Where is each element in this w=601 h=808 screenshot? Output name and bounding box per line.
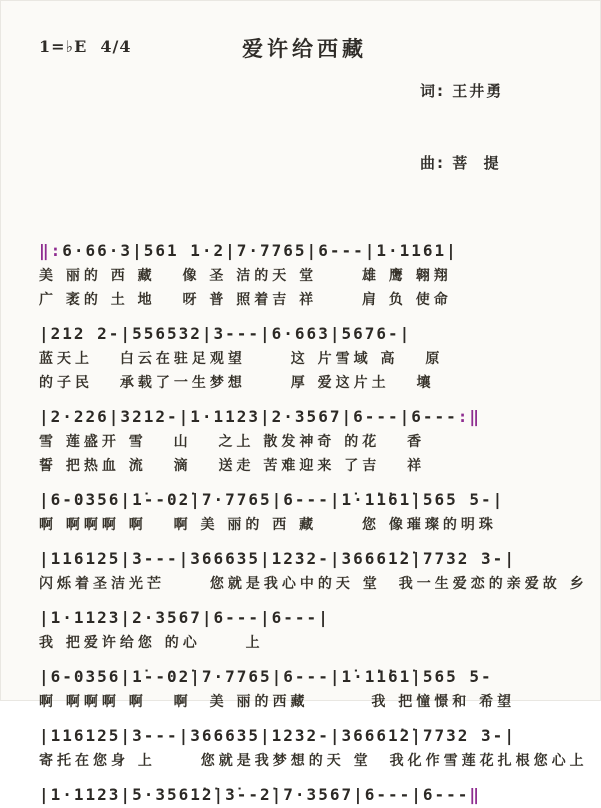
notation-row: [39, 320, 580, 347]
score-line: [39, 663, 580, 714]
notation-row: [39, 722, 580, 749]
notes: |116125|3---|366635|1232-|36661̇2̇|7732 3-|: [39, 726, 516, 745]
end-repeat-sign: :‖: [457, 407, 482, 426]
lyrics-row: 啊 啊啊啊 啊 啊 美 丽的 西 藏 您 像璀璨的明珠: [39, 517, 497, 533]
final-barline: ‖: [469, 785, 482, 804]
notation-row: [39, 663, 580, 690]
score-line: [39, 781, 580, 808]
notation-row: [39, 403, 580, 430]
song-title: 爱许给西藏: [242, 37, 367, 61]
lyrics-row: 广 袤的 土 地 呀 普 照着吉 祥 肩 负 使命: [39, 292, 452, 308]
notation-row: [39, 545, 580, 572]
notation-row: [39, 486, 580, 513]
score-header: [39, 31, 580, 223]
score-line: [39, 722, 588, 773]
lyrics-row: 闪烁着圣洁光芒 您就是我心中的天 堂 我一生爱恋的亲爱故 乡: [39, 576, 588, 592]
notes: |1·1123|5·3561̇2̇|3̇--2̇|7·3567|6---|6---: [39, 785, 470, 804]
composer-credit: 曲: 菩 提: [420, 154, 501, 172]
notation-row: [39, 604, 580, 631]
notes: |6-0356|1̇--02̇|7·7765|6---|1̇·1̇1̇61̇|565 5-: [39, 667, 493, 686]
notes: 6·66·3|561 1·2|7·7765|6---|1·1161|: [62, 241, 458, 260]
lyrics-row: 的子民 承载了一生梦想 厚 爱这片土 壤: [39, 375, 435, 391]
credits-block: [420, 31, 580, 223]
notes: |212 2-|556532|3---|6·663|5676-|: [39, 324, 412, 343]
score-line: [39, 545, 588, 596]
notation-row: [39, 237, 580, 264]
key-signature: 1=♭E 4/4: [39, 37, 132, 56]
lyrics-row: 啊 啊啊啊 啊 啊 美 丽的西藏 我 把憧憬和 希望: [39, 694, 516, 710]
begin-repeat-sign: ‖:: [39, 241, 63, 260]
score-line: [39, 237, 580, 312]
lyricist-credit: 词: 王井勇: [420, 82, 504, 100]
lyrics-row: 我 把爱许给您 的心 上: [39, 635, 264, 651]
lyrics-row: 誓 把热血 流 滴 送走 苦难迎来 了吉 祥: [39, 458, 426, 474]
lyrics-row: 寄托在您身 上 您就是我梦想的天 堂 我化作雪莲花扎根您心上: [39, 753, 588, 769]
lyrics-row: 美 丽的 西 藏 像 圣 洁的天 堂 雄 鹰 翱翔: [39, 268, 452, 284]
notes: |6-0356|1̇--02̇|7·7765|6---|1̇·1̇1̇61̇|565 5-|: [39, 490, 505, 509]
score-line: [39, 403, 580, 478]
notes: |2·226|3212-|1·1123|2·3567|6---|6---: [39, 407, 458, 426]
score-line: [39, 486, 580, 537]
notes: |116125|3---|366635|1232-|36661̇2̇|7732 3-|: [39, 549, 516, 568]
notation-row: [39, 781, 580, 808]
score-line: [39, 320, 580, 395]
lyrics-row: 蓝天上 白云在驻足观望 这 片雪域 高 原: [39, 351, 444, 367]
notes: |1·1123|2·3567|6---|6---|: [39, 608, 330, 627]
lyrics-row: 雪 莲盛开 雪 山 之上 散发神奇 的花 香: [39, 434, 426, 450]
score-line: [39, 604, 580, 655]
